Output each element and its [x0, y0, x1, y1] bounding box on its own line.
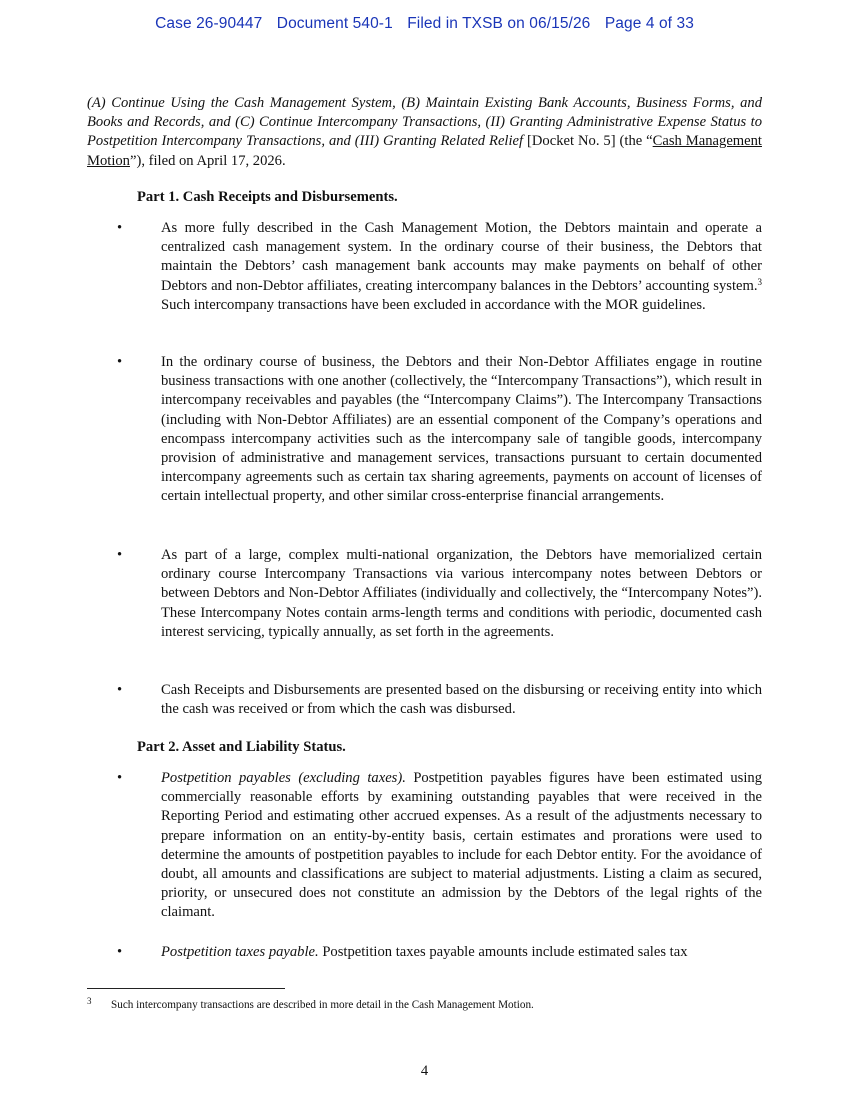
intro-paragraph [87, 94, 762, 171]
part1-bullet-4: Cash Receipts and Disbursements are presented based on the disbursing or receiving entity into which the cash was received or from which the cash was disbursed. [161, 682, 762, 718]
part2-bullet-2 [161, 943, 762, 962]
bullet-marker: • [117, 220, 123, 236]
part2-heading: Part 2. Asset and Liability Status. [137, 739, 346, 755]
part1-bullet-3: As part of a large, complex multi-national organization, the Debtors have memorialized certain ordinary course Intercompany Transactions via various intercompany notes between Debtors or between Debtors and Non-Debtor Affiliates (individually and collectively, the “Intercompany Notes”). These Intercompany Notes contain arms-length terms and conditions with periodic, documented cash interest servicing, typically annually, as set forth in the agreements. [161, 547, 762, 640]
case-number: Case 26-90447 [155, 15, 263, 32]
page-of-total: Page 4 of 33 [604, 15, 694, 32]
docket-reference: [Docket No. 5] (the “ [523, 133, 653, 150]
bullet-marker: • [117, 547, 123, 563]
bullet-label: Postpetition taxes payable. [161, 944, 319, 960]
page-number: 4 [420, 1063, 429, 1079]
bullet-text-tail: Such intercompany transactions have been excluded in accordance with the MOR guidelines. [161, 296, 706, 313]
bullet-marker: • [117, 354, 123, 370]
bullet-marker: • [117, 682, 123, 698]
part1-bullet-1 [161, 219, 762, 315]
defined-term: Cash Management Motion [87, 133, 762, 169]
footnote-text: Such intercompany transactions are described in more detail in the Cash Management Motion. [111, 999, 534, 1011]
document-number: Document 540-1 [276, 15, 393, 32]
part1-bullet-2: In the ordinary course of business, the Debtors and their Non-Debtor Affiliates engage in routine business transactions with one another (collectively, the “Intercompany Transactions”), which result in intercompany receivables and payables (the “Intercompany Claims”). The Intercompany Transactions (including with Non-Debtor Affiliates) are an essential component of the Company’s operations and encompass intercompany activities such as the intercompany sale of tangible goods, intercompany provision of administrative and management services, transactions pursuant to certain documented intercompany agreements such as certain tax sharing agreements, payments on account of licenses of certain intellectual property, and other similar cross-enterprise financial arrangements. [161, 354, 762, 505]
footnote-number: 3 [87, 996, 92, 1006]
footnote [87, 996, 762, 1011]
footnote-divider [87, 988, 285, 989]
part1-heading: Part 1. Cash Receipts and Disbursements. [137, 189, 398, 205]
filing-date-text: ”), filed on April 17, 2026. [129, 152, 286, 169]
case-filing-header [0, 15, 849, 33]
bullet-label: Postpetition payables (excluding taxes). [161, 770, 406, 786]
bullet-text: As more fully described in the Cash Management Motion, the Debtors maintain and operate a centralized cash management system. In the ordinary course of their business, the Debtors that maintain the Debtors’ cash management bank accounts may make payments on behalf of other Debtors and non-Debtor affiliates, creating intercompany balances in the Debtors’ accounting system. [161, 220, 762, 294]
filing-info: Filed in TXSB on 06/15/26 [407, 15, 591, 32]
part2-bullet-1 [161, 769, 762, 923]
bullet-text: Postpetition taxes payable amounts include estimated sales tax [318, 944, 688, 960]
bullet-marker: • [117, 944, 123, 960]
motion-title: (A) Continue Using the Cash Management System, (B) Maintain Existing Bank Accounts, Business Forms, and Books and Records, and (C) Continue Intercompany Transactions, (II) Granting Administrative Expense Status to Postpetition Intercompany Transactions, and (III) Granting Related Relief [87, 95, 762, 150]
bullet-marker: • [117, 770, 123, 786]
footnote-ref: 3 [757, 276, 762, 287]
bullet-text: Postpetition payables figures have been estimated using commercially reasonable efforts by examining outstanding payables that were received in the Reporting Period and estimating other accrued expenses. As a result of the adjustments necessary to prepare information on an entity-by-entity basis, certain estimates and prorations were used to determine the amounts of postpetition payables to include for each Debtor entity. For the avoidance of doubt, all amounts and classifications are subject to material adjustments. Listing a claim as secured, priority, or unsecured does not constitute an admission by the Debtors of the legal rights of the claimant. [161, 770, 763, 921]
